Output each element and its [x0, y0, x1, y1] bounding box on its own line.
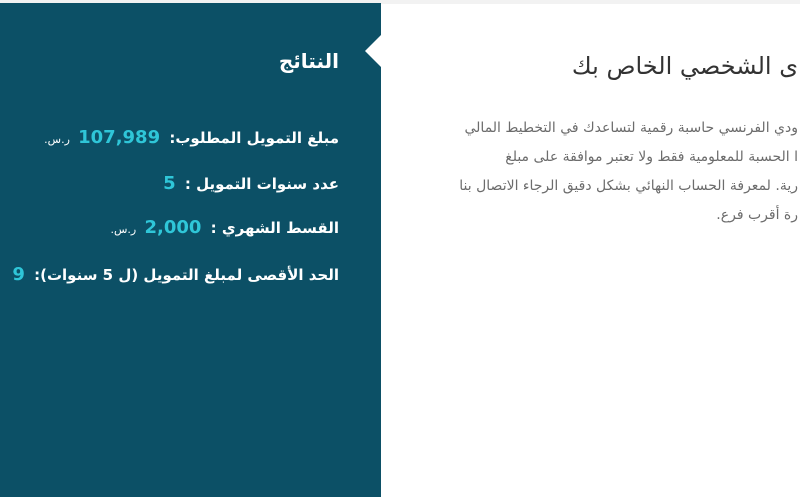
info-description — [398, 114, 798, 230]
info-title: ى الشخصي الخاص بك — [571, 52, 798, 80]
results-panel — [0, 3, 381, 497]
info-line: رة أقرب فرع. — [716, 207, 798, 223]
result-row-loan-amount — [44, 127, 339, 148]
info-line: ا الحسبة للمعلومية فقط ولا تعتبر موافقة على مبلغ — [505, 149, 798, 165]
info-line: رية. لمعرفة الحساب النهائي بشكل دقيق الرجاء الاتصال بنا — [459, 178, 798, 194]
result-label: القسط الشهري : — [210, 219, 339, 237]
result-value: 9 — [12, 264, 25, 285]
result-value: 2,000 — [144, 217, 202, 238]
result-label: مبلغ التمويل المطلوب: — [169, 129, 339, 147]
currency-unit: ر.س. — [44, 133, 70, 146]
currency-unit: ر.س. — [110, 223, 137, 236]
result-row-years — [163, 173, 339, 194]
result-value: 5 — [163, 173, 176, 194]
result-label: الحد الأقصى لمبلغ التمويل (ل 5 سنوات): — [34, 266, 339, 284]
result-label: عدد سنوات التمويل : — [184, 175, 339, 193]
result-row-max-financing — [12, 264, 339, 285]
result-value: 107,989 — [78, 127, 161, 148]
results-title: النتائج — [278, 49, 339, 73]
result-row-monthly-installment — [111, 217, 340, 238]
info-line: ودي الفرنسي حاسبة رقمية لتساعدك في التخطيط المالي — [464, 120, 798, 136]
panel-pointer-notch — [365, 35, 381, 67]
